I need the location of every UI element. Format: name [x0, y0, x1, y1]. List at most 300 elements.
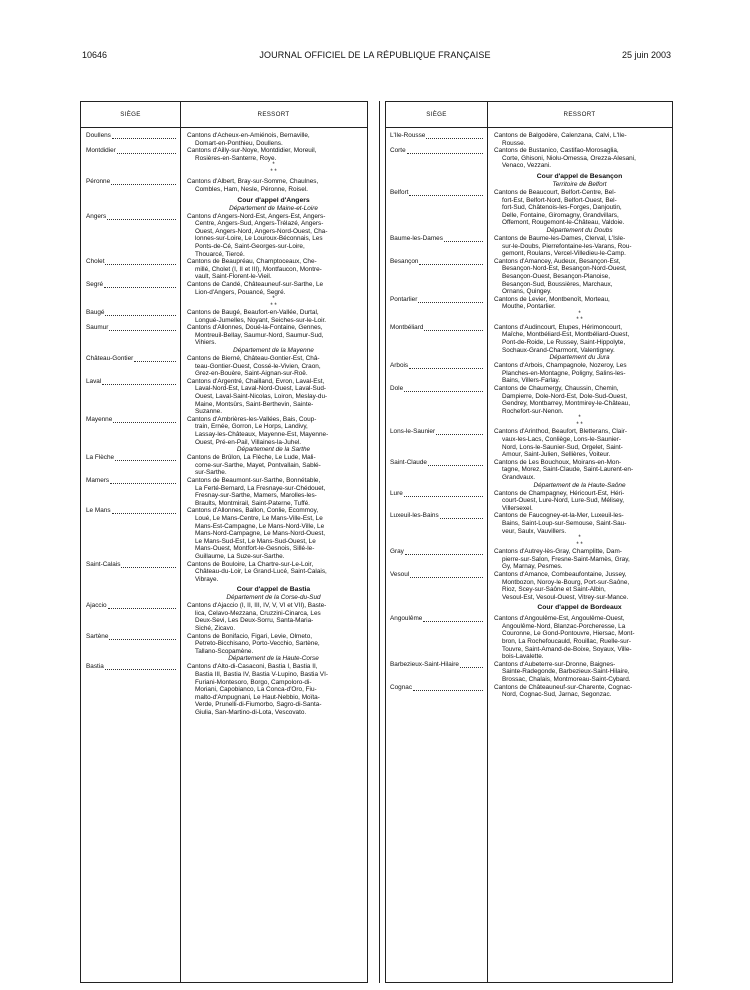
siege-cell — [386, 684, 487, 699]
ressort-line: Cantons de Levier, Montbenoît, Morteau, — [494, 295, 610, 303]
ressort-line: Couronne, Le Gond-Pontouvre, Hiersac, Mont- — [502, 630, 635, 638]
departement-heading: Département de la Mayenne — [233, 347, 314, 355]
siege-cell — [81, 454, 180, 477]
siege-cell — [386, 428, 487, 458]
leader-dots — [428, 459, 483, 466]
asterism: * — [578, 415, 581, 422]
ressort-line: Bains, Saint-Loup-sur-Semouse, Saint-Sau- — [502, 519, 627, 527]
table-row — [81, 258, 367, 281]
leader-dots — [102, 378, 176, 385]
ressort-line: Villersexel. — [502, 504, 533, 512]
ressort-cell — [180, 147, 367, 162]
ressort-cell — [487, 296, 672, 311]
siege-name: Saumur — [86, 324, 109, 332]
siege-cell — [386, 459, 487, 482]
departement-heading: Département de la Haute-Corse — [228, 655, 319, 663]
ressort-line: Ouest, Pré-en-Pail, Villaines-la-Juhel. — [195, 438, 302, 446]
ressort-line: Cantons d'Ailly-sur-Noye, Montdidier, Moreuil, — [187, 147, 317, 155]
ressort-line: Le Mans-Sud-Est, Le Mans-Sud-Ouest, Le — [195, 537, 316, 545]
table-row — [81, 178, 367, 193]
siege-cell — [81, 213, 180, 259]
departement-heading: Département de la Corse-du-Sud — [226, 594, 321, 602]
siege-name: Cognac — [390, 683, 413, 691]
siege-cell — [81, 378, 180, 416]
table-row — [81, 378, 367, 416]
siege-cell — [81, 132, 180, 147]
ressort-cell — [487, 684, 672, 699]
asterism: * * — [270, 168, 277, 175]
ressort-line: teau-Gontier-Ouest, Cossé-le-Vivien, Craon, — [195, 362, 321, 370]
ressort-line: La Ferté-Bernard, La Fresnaye-sur-Chédouet, — [195, 484, 326, 492]
ressort-line: Cantons de Baugé, Beaufort-en-Vallée, Durtal, — [187, 309, 319, 317]
ressort-line: Brossac, Chalais, Montmoreau-Saint-Cybard. — [502, 676, 631, 684]
ressort-cell — [180, 213, 367, 259]
departement-heading: Département de la Sarthe — [236, 446, 311, 454]
leader-dots — [121, 561, 176, 568]
ressort-cell — [180, 324, 367, 347]
siege-cell — [386, 235, 487, 258]
ressort-line: Cantons d'Allonnes, Ballon, Conlie, Ecommoy, — [187, 507, 319, 515]
table-row — [386, 362, 672, 385]
siege-name: Vesoul — [390, 570, 410, 578]
ressort-line: Ouest, Angers-Nord, Angers-Nord-Ouest, Cha- — [195, 227, 328, 235]
ressort-line: Nord, Lons-le-Saunier-Sud, Orgelet, Saint- — [502, 443, 623, 451]
column-header-siege: SIÈGE — [120, 111, 141, 118]
siege-name: Barbezieux-Saint-Hilaire — [390, 660, 459, 668]
ressort-line: vaux-les-Lacs, Conliège, Lons-le-Saunier- — [502, 436, 621, 443]
ressort-line: Mouthe, Pontarlier. — [502, 303, 556, 311]
ressort-line: Cantons de Balgodère, Calenzana, Calvi, L'Ile- — [494, 132, 627, 139]
siege-cell — [81, 281, 180, 296]
siege-cell — [386, 296, 487, 311]
siege-cell — [386, 661, 487, 684]
ressort-line: Centre, Angers-Sud, Angers-Trélazé, Angers- — [195, 220, 324, 228]
leader-dots — [404, 385, 483, 392]
table-row — [386, 571, 672, 601]
column-header-ressort: RESSORT — [257, 111, 290, 118]
cour-heading: Cour d'appel d'Angers — [237, 196, 310, 204]
ressort-line: Deux-Sevi, Les Deux-Sorru, Santa-Maria- — [195, 617, 314, 625]
cour-heading: Cour d'appel de Besançon — [536, 172, 623, 180]
ressort-line: Cantons de Beaumont-sur-Sarthe, Bonnétable, — [187, 476, 321, 484]
ressort-line: Sainte-Radegonde, Barbezieux-Saint-Hilaire, — [502, 668, 630, 676]
ressort-cell — [487, 362, 672, 385]
ressort-line: Fresnay-sur-Sarthe, Mamers, Marolles-les- — [195, 492, 317, 500]
ressort-cell — [180, 454, 367, 477]
siege-name: Baume-les-Dames — [390, 234, 443, 242]
ressort-line: Lassay-les-Châteaux, Mayenne-Est, Mayenne- — [195, 431, 329, 438]
departement-heading: Département de Maine-et-Loire — [229, 204, 318, 212]
ressort-line: Cantons de Faucogney-et-la-Mer, Luxeuil-les- — [494, 512, 624, 520]
siege-name: Pontarlier — [390, 295, 418, 303]
table-row — [386, 324, 672, 354]
ressort-line: Rioz, Scey-sur-Saône et Saint-Albin, — [502, 586, 606, 594]
ressort-cell — [487, 235, 672, 258]
siege-name: Gray — [390, 548, 404, 556]
siege-name: Segré — [86, 280, 104, 288]
ressort-cell — [180, 309, 367, 324]
siege-name: Lure — [390, 489, 403, 497]
leader-dots — [105, 663, 176, 670]
ressort-line: Giulia, San-Martino-di-Lota, Vescovato. — [195, 709, 307, 716]
ressort-line: Guillaume, La Suze-sur-Sarthe. — [195, 552, 285, 560]
ressort-line: Vihiers. — [195, 339, 217, 347]
leader-dots — [410, 571, 483, 578]
ressort-line: Cantons d'Allonnes, Doué-la-Fontaine, Gennes, — [187, 324, 323, 332]
siege-cell — [81, 663, 180, 716]
ressort-line: tagne, Morez, Saint-Claude, Saint-Laurent-en- — [502, 466, 634, 474]
leader-dots — [105, 258, 176, 265]
table-row — [81, 602, 367, 632]
departement-heading: Département du Jura — [549, 354, 610, 362]
table-row — [386, 548, 672, 571]
ressort-line: Besançon-Sud, Boussières, Marchaux, — [502, 280, 613, 288]
right-table-header — [386, 102, 672, 128]
ressort-line: Cantons d'Angoulême-Est, Angoulême-Ouest, — [494, 615, 625, 623]
table-row — [386, 661, 672, 684]
ressort-line: Loué, Le Mans-Centre, Le Mans-Ville-Est, Le — [195, 514, 323, 522]
ressort-line: Petreto-Bicchisano, Porto-Vecchio, Sartène, — [195, 640, 320, 648]
ressort-cell — [180, 416, 367, 446]
siege-name: Lons-le-Saunier — [390, 428, 436, 436]
ressort-line: Cantons d'Autrey-lès-Gray, Champlitte, Dam- — [494, 548, 622, 556]
ressort-line: Cantons de Candé, Châteauneuf-sur-Sarthe, Le — [187, 280, 324, 288]
ressort-line: lonnes-sur-Loire, Le Louroux-Béconnais, Les — [195, 235, 323, 243]
right-table — [385, 101, 673, 983]
ressort-line: Laval-Nord-Est, Laval-Nord-Ouest, Laval-Sud- — [195, 385, 327, 393]
ressort-line: Cantons de Bustanico, Castifao-Morosaglia, — [494, 147, 619, 155]
siege-name: Angoulême — [390, 615, 423, 623]
siege-name: Château-Gontier — [86, 355, 134, 363]
siege-cell — [81, 147, 180, 162]
ressort-line: Offemont, Rougemont-le-Château, Valdoie. — [502, 219, 625, 227]
ressort-line: Cantons de Chaumergy, Chaussin, Chemin, — [494, 385, 619, 393]
siege-name: Mamers — [86, 476, 110, 484]
table-row — [81, 477, 367, 507]
ressort-line: Cantons d'Acheux-en-Amiénois, Bernaville, — [187, 132, 310, 139]
ressort-line: Cantons de Châteauneuf-sur-Charente, Cognac- — [494, 683, 633, 691]
table-row — [81, 416, 367, 446]
ressort-line: bron, La Rochefoucauld, Rouillac, Ruelle-sur- — [502, 638, 631, 646]
table-row — [81, 324, 367, 347]
column-header-ressort: RESSORT — [563, 111, 596, 118]
siege-cell — [386, 132, 487, 147]
siege-name: Laval — [86, 377, 102, 385]
leader-dots — [405, 548, 483, 555]
ressort-line: Verde, Prunelli-di-Fiumorbo, Sagro-di-Santa- — [195, 701, 322, 709]
leader-dots — [117, 147, 176, 154]
ressort-cell — [487, 512, 672, 535]
ressort-line: bois-Lavalette. — [502, 653, 544, 661]
ressort-line: Cantons d'Audincourt, Etupes, Hérimoncourt, — [494, 323, 623, 331]
left-table — [80, 101, 368, 983]
ressort-line: Maine, Montsûrs, Saint-Berthevin, Sainte- — [195, 400, 314, 408]
siege-cell — [386, 385, 487, 415]
asterism: * * — [576, 541, 583, 548]
ressort-line: Cantons d'Amancey, Audeux, Besançon-Est, — [494, 257, 621, 265]
ressort-line: Mans-Est-Campagne, Le Mans-Nord-Ville, Le — [195, 522, 325, 530]
table-row — [81, 355, 367, 378]
ressort-line: Bastia III, Bastia IV, Bastia V-Lupino, Bastia VI- — [195, 671, 328, 679]
siege-name: Baugé — [86, 309, 105, 317]
ressort-line: Delle, Fontaine, Giromagny, Grandvillars, — [502, 211, 619, 219]
leader-dots — [419, 258, 483, 265]
leader-dots — [413, 684, 483, 691]
siege-cell — [386, 571, 487, 601]
ressort-line: Vesoul-Est, Vesoul-Ouest, Vitrey-sur-Mance. — [502, 593, 629, 601]
right-table-body — [386, 132, 672, 699]
ressort-cell — [180, 602, 367, 632]
ressort-line: Cantons de Les Bouchoux, Moirans-en-Mon- — [494, 458, 622, 466]
siege-cell — [386, 362, 487, 385]
ressort-line: lica, Celavo-Mezzana, Cruzzini-Cinarca, Les — [195, 609, 321, 617]
ressort-line: Touvre, Saint-Amand-de-Boixe, Soyaux, Ville- — [502, 645, 632, 653]
table-row — [386, 684, 672, 699]
asterism: * — [272, 296, 275, 303]
ressort-line: Cantons d'Angers-Nord-Est, Angers-Est, Angers- — [187, 212, 326, 220]
leader-dots — [444, 235, 483, 242]
ressort-cell — [487, 147, 672, 170]
ressort-line: Dampierre, Dole-Nord-Est, Dole-Sud-Ouest, — [502, 392, 628, 400]
asterism: * — [272, 162, 275, 169]
ressort-cell — [180, 178, 367, 193]
ressort-line: Cantons d'Arinthod, Beaufort, Bletterans, Clair- — [494, 428, 628, 436]
siege-name: Saint-Calais — [86, 560, 121, 568]
ressort-cell — [487, 428, 672, 458]
ressort-line: Rochefort-sur-Nenon. — [502, 407, 564, 415]
cour-heading: Cour d'appel de Bastia — [236, 586, 311, 594]
siege-name: Péronne — [86, 178, 111, 186]
siege-name: Arbois — [390, 362, 409, 370]
siege-name: Le Mans — [86, 507, 111, 515]
leader-dots — [110, 477, 176, 484]
siege-name: Cholet — [86, 258, 105, 266]
leader-dots — [426, 132, 483, 139]
ressort-line: Corte, Ghisoni, Niolu-Omessa, Orezza-Alesani, — [502, 154, 636, 162]
ressort-line: fort-Est, Belfort-Nord, Belfort-Ouest, Bel- — [502, 196, 617, 204]
ressort-line: Moriani, Capobianco, La Conca-d'Oro, Fiu- — [195, 686, 317, 694]
ressort-cell — [180, 561, 367, 584]
ressort-cell — [487, 258, 672, 296]
table-row — [386, 132, 672, 147]
leader-dots — [109, 633, 176, 640]
ressort-line: millé, Cholet (I, II et III), Montfaucon, Montre- — [195, 265, 322, 273]
ressort-line: Cantons d'Aubeterre-sur-Dronne, Baignes- — [494, 660, 616, 668]
ressort-line: Cantons d'Ajaccio (I, II, III, IV, V, VI et VII), Baste- — [187, 602, 327, 610]
ressort-line: Braults, Montmirail, Saint-Paterne, Tuffé. — [195, 499, 310, 507]
table-row — [386, 235, 672, 258]
page-number: 10646 — [82, 50, 108, 60]
ressort-cell — [180, 507, 367, 560]
table-row — [386, 189, 672, 227]
leader-dots — [418, 296, 483, 303]
ressort-line: Siché, Zicavo. — [195, 625, 236, 633]
siege-name: Mayenne — [86, 415, 113, 423]
siege-cell — [81, 507, 180, 560]
ressort-line: Cantons de Bonifacio, Figari, Levie, Olmeto, — [187, 632, 313, 640]
left-table-body — [81, 132, 367, 717]
ressort-line: Bains, Villers-Farlay. — [502, 377, 561, 385]
ressort-line: Suzanne. — [195, 408, 223, 416]
leader-dots — [105, 309, 176, 316]
siege-cell — [81, 178, 180, 193]
ressort-cell — [487, 459, 672, 482]
ressort-cell — [487, 490, 672, 513]
ressort-line: Ornans, Quingey. — [502, 288, 552, 296]
ressort-cell — [180, 477, 367, 507]
ressort-line: Rousse. — [502, 139, 526, 147]
ressort-line: Thouarcé, Tiercé. — [195, 250, 245, 258]
ressort-line: Amour, Saint-Julien, Sellières, Voiteur. — [502, 451, 611, 459]
ressort-line: sur-le-Doubs, Pierrefontaine-les-Varans, Rou- — [502, 242, 632, 250]
siege-cell — [81, 355, 180, 378]
ressort-line: Longué-Jumelles, Noyant, Seiches-sur-le-Loir. — [195, 316, 327, 324]
table-row — [386, 428, 672, 458]
ressort-line: Cantons de Bierné, Château-Gontier-Est, Châ- — [187, 355, 320, 363]
leader-dots — [107, 213, 176, 220]
ressort-line: Château-du-Loir, Le Grand-Lucé, Saint-Calais, — [195, 568, 327, 576]
leader-dots — [460, 661, 483, 668]
ressort-cell — [180, 258, 367, 281]
siege-name: L'Ile-Rousse — [390, 132, 426, 139]
ressort-line: gemont, Roulans, Vercel-Villedieu-le-Camp. — [502, 250, 626, 258]
siege-name: Saint-Claude — [390, 458, 427, 466]
ressort-cell — [180, 132, 367, 147]
siege-cell — [386, 512, 487, 535]
column-header-siege: SIÈGE — [426, 111, 447, 118]
ressort-line: Cantons d'Ambrières-les-Vallées, Bais, Coup- — [187, 415, 317, 423]
ressort-cell — [180, 355, 367, 378]
leader-dots — [409, 362, 483, 369]
siege-cell — [81, 258, 180, 281]
leader-dots — [436, 428, 483, 435]
table-row — [81, 281, 367, 296]
ressort-cell — [180, 663, 367, 716]
ressort-line: Cantons de Champagney, Héricourt-Est, Héri- — [494, 489, 625, 497]
siege-name: Montbéliard — [390, 323, 424, 331]
leader-dots — [108, 602, 176, 609]
table-row — [386, 512, 672, 535]
ressort-line: Cantons d'Alto-di-Casaconi, Bastia I, Bastia II, — [187, 663, 318, 671]
leader-dots — [404, 490, 483, 497]
table-row — [81, 663, 367, 716]
ressort-cell — [487, 615, 672, 661]
ressort-line: Planches-en-Montagne, Poligny, Salins-les- — [502, 369, 626, 377]
ressort-line: Tallano-Scopamène. — [195, 647, 254, 655]
ressort-line: vault, Saint-Florent-le-Vieil. — [195, 273, 272, 281]
table-row — [81, 561, 367, 584]
ressort-line: pierre-sur-Salon, Fresne-Saint-Mamès, Gray, — [502, 555, 630, 563]
ressort-line: Pont-de-Roide, Le Russey, Saint-Hippolyte, — [502, 339, 626, 347]
departement-heading: Territoire de Belfort — [552, 180, 607, 188]
leader-dots — [407, 147, 483, 154]
leader-dots — [112, 132, 176, 139]
siege-name: Dole — [390, 385, 404, 393]
ressort-line: Cantons de Beaupréau, Champtoceaux, Che- — [187, 258, 317, 266]
asterism: * * — [576, 317, 583, 324]
ressort-line: Nord, Cognac-Sud, Jarnac, Segonzac. — [502, 691, 612, 699]
leader-dots — [423, 615, 483, 622]
leader-dots — [134, 355, 176, 362]
leader-dots — [440, 512, 483, 519]
siege-cell — [81, 633, 180, 656]
ressort-cell — [487, 132, 672, 147]
table-row — [81, 132, 367, 147]
ressort-line: Montreuil-Bellay, Saumur-Nord, Saumur-Sud, — [195, 331, 324, 339]
ressort-cell — [487, 324, 672, 354]
ressort-line: Maîche, Montbéliard-Est, Montbéliard-Ouest, — [502, 331, 630, 339]
siege-name: Luxeuil-les-Bains — [390, 512, 439, 520]
ressort-line: Grez-en-Bouère, Saint-Aignan-sur-Roë. — [195, 370, 308, 378]
ressort-line: Furiani-Montesoro, Borgo, Campoloro-di- — [195, 678, 312, 686]
table-row — [81, 633, 367, 656]
leader-dots — [111, 178, 176, 185]
asterism: * — [578, 310, 581, 317]
siege-cell — [386, 189, 487, 227]
siege-cell — [386, 615, 487, 661]
siege-name: Ajaccio — [86, 602, 107, 610]
siege-cell — [81, 477, 180, 507]
ressort-line: Gy, Marnay, Pesmes. — [502, 563, 563, 571]
siege-name: Sartène — [86, 632, 109, 640]
ressort-cell — [487, 189, 672, 227]
departement-heading: Département de la Haute-Saône — [533, 481, 626, 489]
leader-dots — [104, 281, 176, 288]
ressort-line: fort-Sud, Châtenois-les-Forges, Danjoutin, — [502, 204, 622, 212]
siege-name: Doullens — [86, 132, 111, 139]
siege-cell — [81, 309, 180, 324]
siege-cell — [81, 602, 180, 632]
ressort-line: Cantons d'Arbois, Champagnole, Nozeroy, Les — [494, 362, 627, 370]
siege-cell — [386, 548, 487, 571]
leader-dots — [109, 324, 176, 331]
ressort-line: Besançon-Nord-Est, Besançon-Nord-Ouest, — [502, 265, 627, 273]
ressort-line: Angoulême-Nord, Blanzac-Porcheresse, La — [502, 622, 626, 630]
ressort-line: veur, Saulx, Vauvillers. — [502, 527, 567, 535]
leader-dots — [424, 324, 483, 331]
table-row — [386, 615, 672, 661]
siege-name: Besançon — [390, 257, 419, 265]
asterism: * * — [270, 302, 277, 309]
siege-cell — [81, 416, 180, 446]
ressort-cell — [487, 548, 672, 571]
ressort-line: Mans-Ouest, Montfort-le-Gesnois, Sillé-le- — [195, 545, 315, 553]
ressort-line: Domart-en-Ponthieu, Doullens. — [195, 139, 283, 147]
ressort-line: Cantons de Beaucourt, Belfort-Centre, Bel- — [494, 188, 616, 196]
siege-name: La Flèche — [86, 454, 115, 462]
table-row — [386, 296, 672, 311]
ressort-line: Ouest, Laval-Saint-Nicolas, Loiron, Meslay-du- — [195, 393, 328, 401]
leader-dots — [409, 189, 483, 196]
ressort-line: Lion-d'Angers, Pouancé, Segré. — [195, 288, 286, 296]
left-table-header — [81, 102, 367, 128]
table-row — [81, 147, 367, 162]
leader-dots — [113, 416, 176, 423]
ressort-cell — [487, 571, 672, 601]
ressort-line: Ponts-de-Cé, Saint-Georges-sur-Loire, — [195, 242, 305, 250]
siege-name: Corte — [390, 147, 406, 155]
siege-name: Belfort — [390, 188, 409, 196]
ressort-line: Cantons d'Albert, Bray-sur-Somme, Chaulnes, — [187, 178, 319, 186]
ressort-line: Mans-Nord-Campagne, Le Mans-Nord-Ouest, — [195, 530, 325, 538]
ressort-line: Rosières-en-Santerre, Roye. — [195, 154, 277, 162]
ressort-line: Combles, Ham, Nesle, Péronne, Roisel. — [195, 185, 308, 193]
table-row — [386, 490, 672, 513]
siege-name: Angers — [86, 212, 107, 220]
ressort-line: corne-sur-Sarthe, Mayet, Pontvallain, Sablé- — [195, 461, 321, 469]
ressort-line: Grandvaux. — [502, 473, 536, 481]
table-row — [81, 213, 367, 259]
